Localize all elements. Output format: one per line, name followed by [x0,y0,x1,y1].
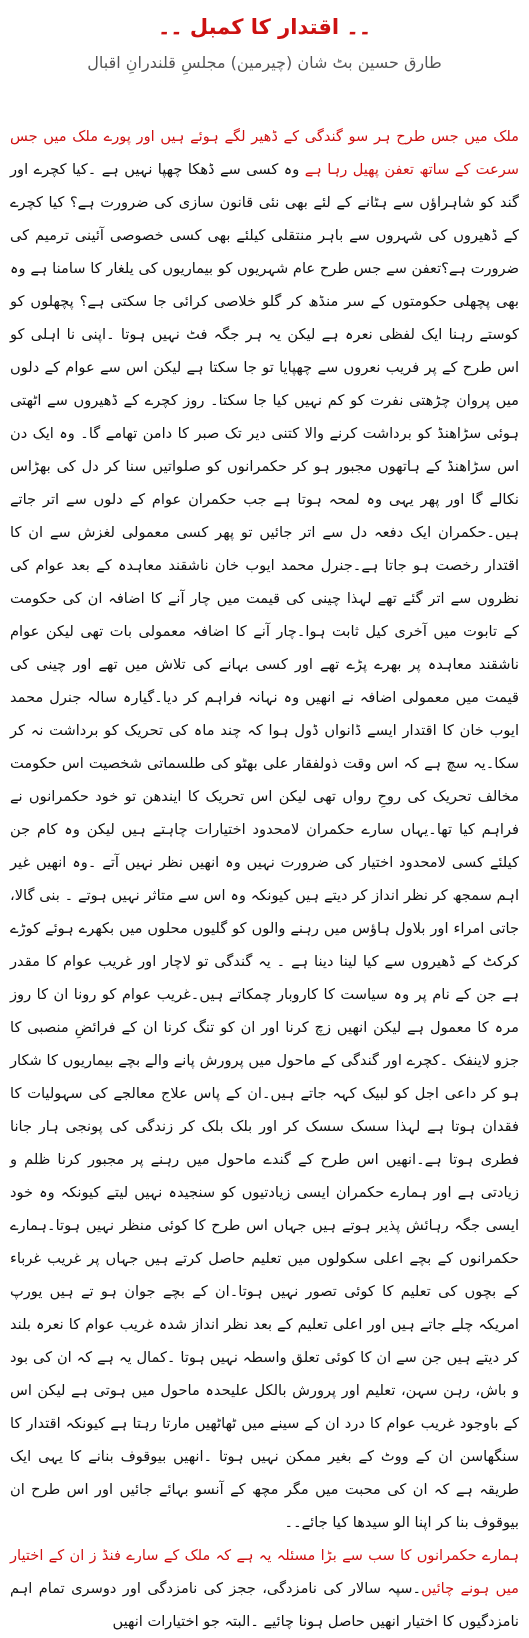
paragraph-1-text: وہ کسی سے ڈھکا چھپا نہیں ہے ۔کیا کچرے اور گند کو شاہراؤں سے ہٹانے کے لئے بھی نئی قانون سازی کی ضرورت ہے؟ کیا کچرے کے ڈھیروں کی شہروں سے باہر منتقلی کیلئے بھی کسی خصوصی آئینی ترمیم کی ضرورت ہے؟تعفن سے جس طرح عام شہریوں کو بیماریوں کی یلغار کا سامنا ہے وہ بھی پچھلی حکومتوں کے سر منڈھ کر گلو خلاصی کرائی جا سکتی ہے؟ پچھلوں کو کوستے رہنا ایک لفظی نعرہ ہے لیکن یہ ہر جگہ فٹ نہیں ہوتا ۔اپنی نا اہلی کو اس طرح کے پر فریب نعروں سے چھپایا تو جا سکتا ہے لیکن اس سے عوام کے دلوں میں پروان چڑھتی نفرت کو کم نہیں کیا جا سکتا۔ روز کچرے کے ڈھیروں سے اٹھتی ہوئی سڑاھنڈ کو برداشت کرنے والا کتنی دیر تک صبر کا دامن تھامے گا۔ وہ ایک دن اس سڑاھنڈ کے ہاتھوں مجبور ہو کر حکمرانوں کو صلواتیں سنا کر دل کی بھڑاس نکالے گا اور پھر یہی وہ لمحہ ہوتا ہے جب حکمران عوام کے دلوں سے اتر جاتے ہیں۔حکمران ایک دفعہ دل سے اتر جائیں تو پھر کسی معمولی لغزش سے ان کا اقتدار رخصت ہو جاتا ہے۔جنرل محمد ایوب خان ناشقند معاہدہ کے بعد عوام کی نظروں سے اتر گئے تھے لہذا چینی کی قیمت میں چار آنے کا اضافہ ان کی حکومت کے تابوت میں آخری کیل ثابت ہوا۔چار آنے کا اضافہ معمولی بات تھی لیکن عوام ناشقند معاہدہ پر بھرے پڑے تھے اور کسی بہانے کی تلاش میں تھے اور چینی کی قیمت میں معمولی اضافہ نے انھیں وہ نہانہ فراہم کر دیا۔گیارہ سالہ جنرل محمد ایوب خان کا اقتدار ایسے ڈانواں ڈول ہوا کہ چند ماہ کی تحریک کو برداشت نہ کر سکا۔یہ سچ ہے کہ اس وقت ذولفقار علی بھٹو کی طلسماتی شخصیت اس حکومت مخالف تحریک کی روحِ رواں تھی لیکن اس تحریک کا ایندھن تو خود حکمرانوں نے فراہم کیا تھا۔یہاں سارے حکمران لامحدود اختیارات چاہتے ہیں لیکن وہ کام جن کیلئے کسی لامحدود اختیار کی ضرورت نہیں وہ انھیں نظر نہیں آتے ۔وہ انھیں غیر اہم سمجھ کر نظر انداز کر دیتے ہیں کیونکہ وہ اس سے متاثر نہیں ہوتے ۔ بنی گالا، جاتی امراء اور بلاول ہاؤس میں رہنے والوں کو گلیوں محلوں میں بکھرے ہوئے کوڑے کرکٹ کے ڈھیروں سے کیا لینا دینا ہے ۔ یہ گندگی تو لاچار اور غریب عوام کا مقدر ہے جن کے نام پر وہ سیاست کا کاروبار چمکاتے ہیں۔غریب عوام کو رونا ان کا روز مرہ کا معمول ہے لیکن انھیں زچ کرنا اور ان کو تنگ کرنا ان کے فرائضِ منصبی کا جزو لاینفک ۔کچرے اور گندگی کے ماحول میں پرورش پانے والے بچے بیماریوں کا شکار ہو کر داعی اجل کو لبیک کہہ جاتے ہیں۔ان کے پاس علاج معالجے کی سہولیات کا فقدان ہوتا ہے لہذا سسک سسک کر اور بلک بلک کر زندگی کی پونجی ہار جانا فطری ہوتا ہے۔انھیں اس طرح کے گندے ماحول میں رہنے پر مجبور کرنا ظلم و زیادتی ہے اور ہمارے حکمران ایسی زیادتیوں کو سنجیدہ نہیں لیتے کیونکہ وہ خود ایسی جگہ رہائش پذیر ہوتے ہیں جہاں اس طرح کا کوئی منظر نہیں ہوتا۔ہمارے حکمرانوں کے بچے اعلی سکولوں میں تعلیم حاصل کرتے ہیں جہاں پر غریب غرباء کے بچوں کی تعلیم کا کوئی تصور نہیں ہوتا۔ان کے بچے جوان ہو تے ہیں یورپ امریکہ چلے جاتے ہیں اور اعلی تعلیم کے بعد نظر انداز شدہ غریب عوام کا نعرہ بلند کر دیتے ہیں جن سے ان کا کوئی تعلق واسطہ نہیں ہوتا ۔کمال یہ ہے کہ ان کی بود و باش، رہن سہن، تعلیم اور پرورش بالکل علیحدہ ماحول میں ہوتی ہے لیکن اس کے باوجود غریب عوام کا درد ان کے سینے میں ٹھاٹھیں مارتا رہتا ہے کیونکہ اقتدار کا سنگھاسن ان کے ووٹ کے بغیر ممکن نہیں ہوتا ۔انھیں بیوقوف بنانے کا یہی ایک طریقہ ہے کہ ان کی محبت میں مگر مچھ کے آنسو بہائے جائیں اور اس طرح ان بیوقوف بنا کر اپنا الو سیدھا کیا جائے۔۔ [10,161,519,1531]
author-byline: طارق حسین بٹ شان (چیرمین) مجلسِ قلندرانِ اقبال [87,53,442,72]
highlight-2: ہمارے حکمرانوں کا سب سے بڑا مسئلہ یہ ہے کہ ملک کے سارے فنڈ ز ان کے اختیار میں ہونے چائیں [10,1547,519,1597]
article-header [10,12,519,78]
paragraph-2-text: ۔سپہ سالار کی نامزدگی، ججز کی نامزدگی اور دوسری تمام اہم نامزدگیوں کا اختیار انھیں حاصل ہونا چائیے ۔البتہ جو اختیارات انھیں [10,1580,519,1630]
paragraph-1 [10,120,519,1539]
article-title: ۔۔ اقتدار کا کمبل ۔۔ [157,15,372,39]
article-body [10,120,519,1638]
lead-highlight: ملک میں جس طرح ہر سو گندگی کے ڈھیر لگے ہوئے ہیں اور پورے ملک میں جس سرعت کے ساتھ تعفن پھیل رہا ہے [10,128,519,178]
paragraph-2 [10,1539,519,1638]
